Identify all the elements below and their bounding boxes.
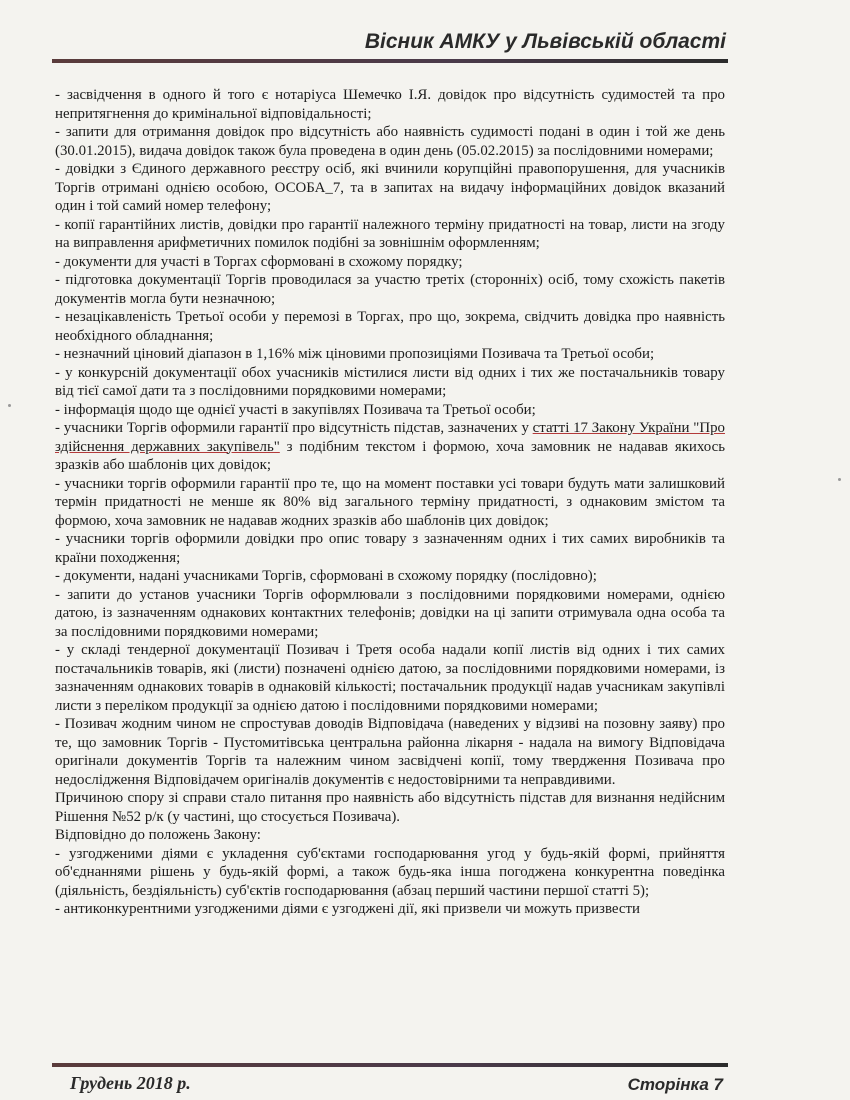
paragraph: - документи, надані учасниками Торгів, сформовані в схожому порядку (послідовно); — [55, 568, 597, 584]
paragraph: - учасники торгів оформили гарантії про те, що на момент поставки усі товари будуть мати залишковий термін придатності не менше як 80% від загального терміну придатності, з однаковим змістом та формою, хоча замовник не надавав жодних зразків або шаблонів цих довідок; — [55, 475, 725, 529]
paragraph: - довідки з Єдиного державного реєстру осіб, які вчинили корупційні правопорушення, для учасників Торгів отримані однією особою, ОСОБА_7, та в запитах на видачу інформаційних довідок вказаний один і той самий номер телефону; — [55, 161, 725, 214]
paragraph: - узгодженими діями є укладення суб'єктами господарювання угод у будь-якій формі, прийняття об'єднаннями рішень у будь-якій формі, а також будь-яка інша погоджена конкурентна поведінка (діяльність, бездіяльність) суб'єктів господарювання (абзац перший частини першої статті 5); — [55, 845, 725, 899]
paragraph: - запити до установ учасники Торгів оформлювали з послідовними порядковими номерами, однією датою, із зазначенням однакових контактних телефонів; довідки на ці запити отримувала одна особа та за послідовними порядковими номерами; — [55, 586, 725, 640]
paragraph: Причиною спору зі справи стало питання про наявність або відсутність підстав для визнання недійсним Рішення №52 р/к (у частині, що стосується Позивача). — [55, 790, 725, 825]
page-number: Сторінка 7 — [627, 1075, 723, 1094]
scan-speck — [838, 478, 841, 481]
paragraph-text: - учасники Торгів оформили гарантії про відсутність підстав, зазначених у — [55, 420, 533, 436]
paragraph: - у складі тендерної документації Позивач і Третя особа надали копії листів від одних і тих самих постачальників товарів, які (листи) позначені однією датою, за послідовними порядковими номерами, із зазначенням однакових товарів в однаковій кількості; постачальник продукції надав учасникам закупівлі листи з переліком продукції за однією датою і послідовними порядковими номерами; — [55, 642, 725, 714]
paragraph: - антиконкурентними узгодженими діями є узгоджені дії, які призвели чи можуть призвести — [55, 901, 640, 917]
publication-title: Вісник АМКУ у Львівській області — [364, 30, 726, 53]
paragraph: - підготовка документації Торгів проводилася за участю третіх (сторонніх) осіб, тому схожість пакетів документів могла бути незначною; — [55, 272, 725, 307]
paragraph: - копії гарантійних листів, довідки про гарантії належного терміну придатності на товар, листи на згоду на виправлення арифметичних помилок подібні за зовнішнім оформленням; — [55, 216, 725, 251]
paragraph: - незацікавленість Третьої особи у перемозі в Торгах, про що, зокрема, свідчить довідка про наявність необхідного обладнання; — [55, 309, 725, 344]
paragraph: - Позивач жодним чином не спростував доводів Відповідача (наведених у відзиві на позовну заяву) про те, що замовник Торгів - Пустомитівська центральна районна лікарня - надала на вимогу Відповідача оригінали документів Торгів та належним чином засвідчені копії, тому твердження Позивача про недослідження Відповідачем оригіналів документів є недостовірними та неправдивими. — [55, 716, 725, 788]
footer-rule — [52, 1063, 728, 1067]
article-body — [55, 86, 725, 919]
header-rule — [52, 59, 728, 63]
scan-speck — [8, 404, 11, 407]
paragraph: - документи для участі в Торгах сформовані в схожому порядку; — [55, 253, 463, 270]
paragraph: - засвідчення в одного й того є нотаріуса Шемечко І.Я. довідок про відсутність судимостей та про непритягнення до кримінальної відповідальності; — [55, 87, 725, 122]
law-article-link[interactable]: статті 17 Закону України "Про здійснення державних закупівель" — [55, 420, 725, 455]
issue-date: Грудень 2018 р. — [70, 1073, 191, 1093]
paragraph: - учасники торгів оформили довідки про опис товару з зазначенням одних і тих самих виробників та країни походження; — [55, 531, 725, 566]
paragraph-guarantee — [55, 419, 725, 475]
paragraph: Відповідно до положень Закону: — [55, 827, 261, 843]
paragraph-text: з подібним текстом і формою, хоча замовник не надавав якихось зразків або шаблонів цих довідок; — [55, 438, 725, 473]
paragraph: - у конкурсній документації обох учасників містилися листи від одних і тих же постачальників товару від тієї самої дати та з послідовними порядковими номерами; — [55, 364, 725, 399]
paragraph: - інформація щодо ще однієї участі в закупівлях Позивача та Третьої особи; — [55, 401, 536, 418]
paragraph: - незначний ціновий діапазон в 1,16% між ціновими пропозиціями Позивача та Третьої особи; — [55, 346, 655, 362]
paragraph: - запити для отримання довідок про відсутність або наявність судимості подані в один і той же день (30.01.2015), видача довідок також була проведена в один день (05.02.2015) за послідовними номерами; — [55, 124, 725, 159]
